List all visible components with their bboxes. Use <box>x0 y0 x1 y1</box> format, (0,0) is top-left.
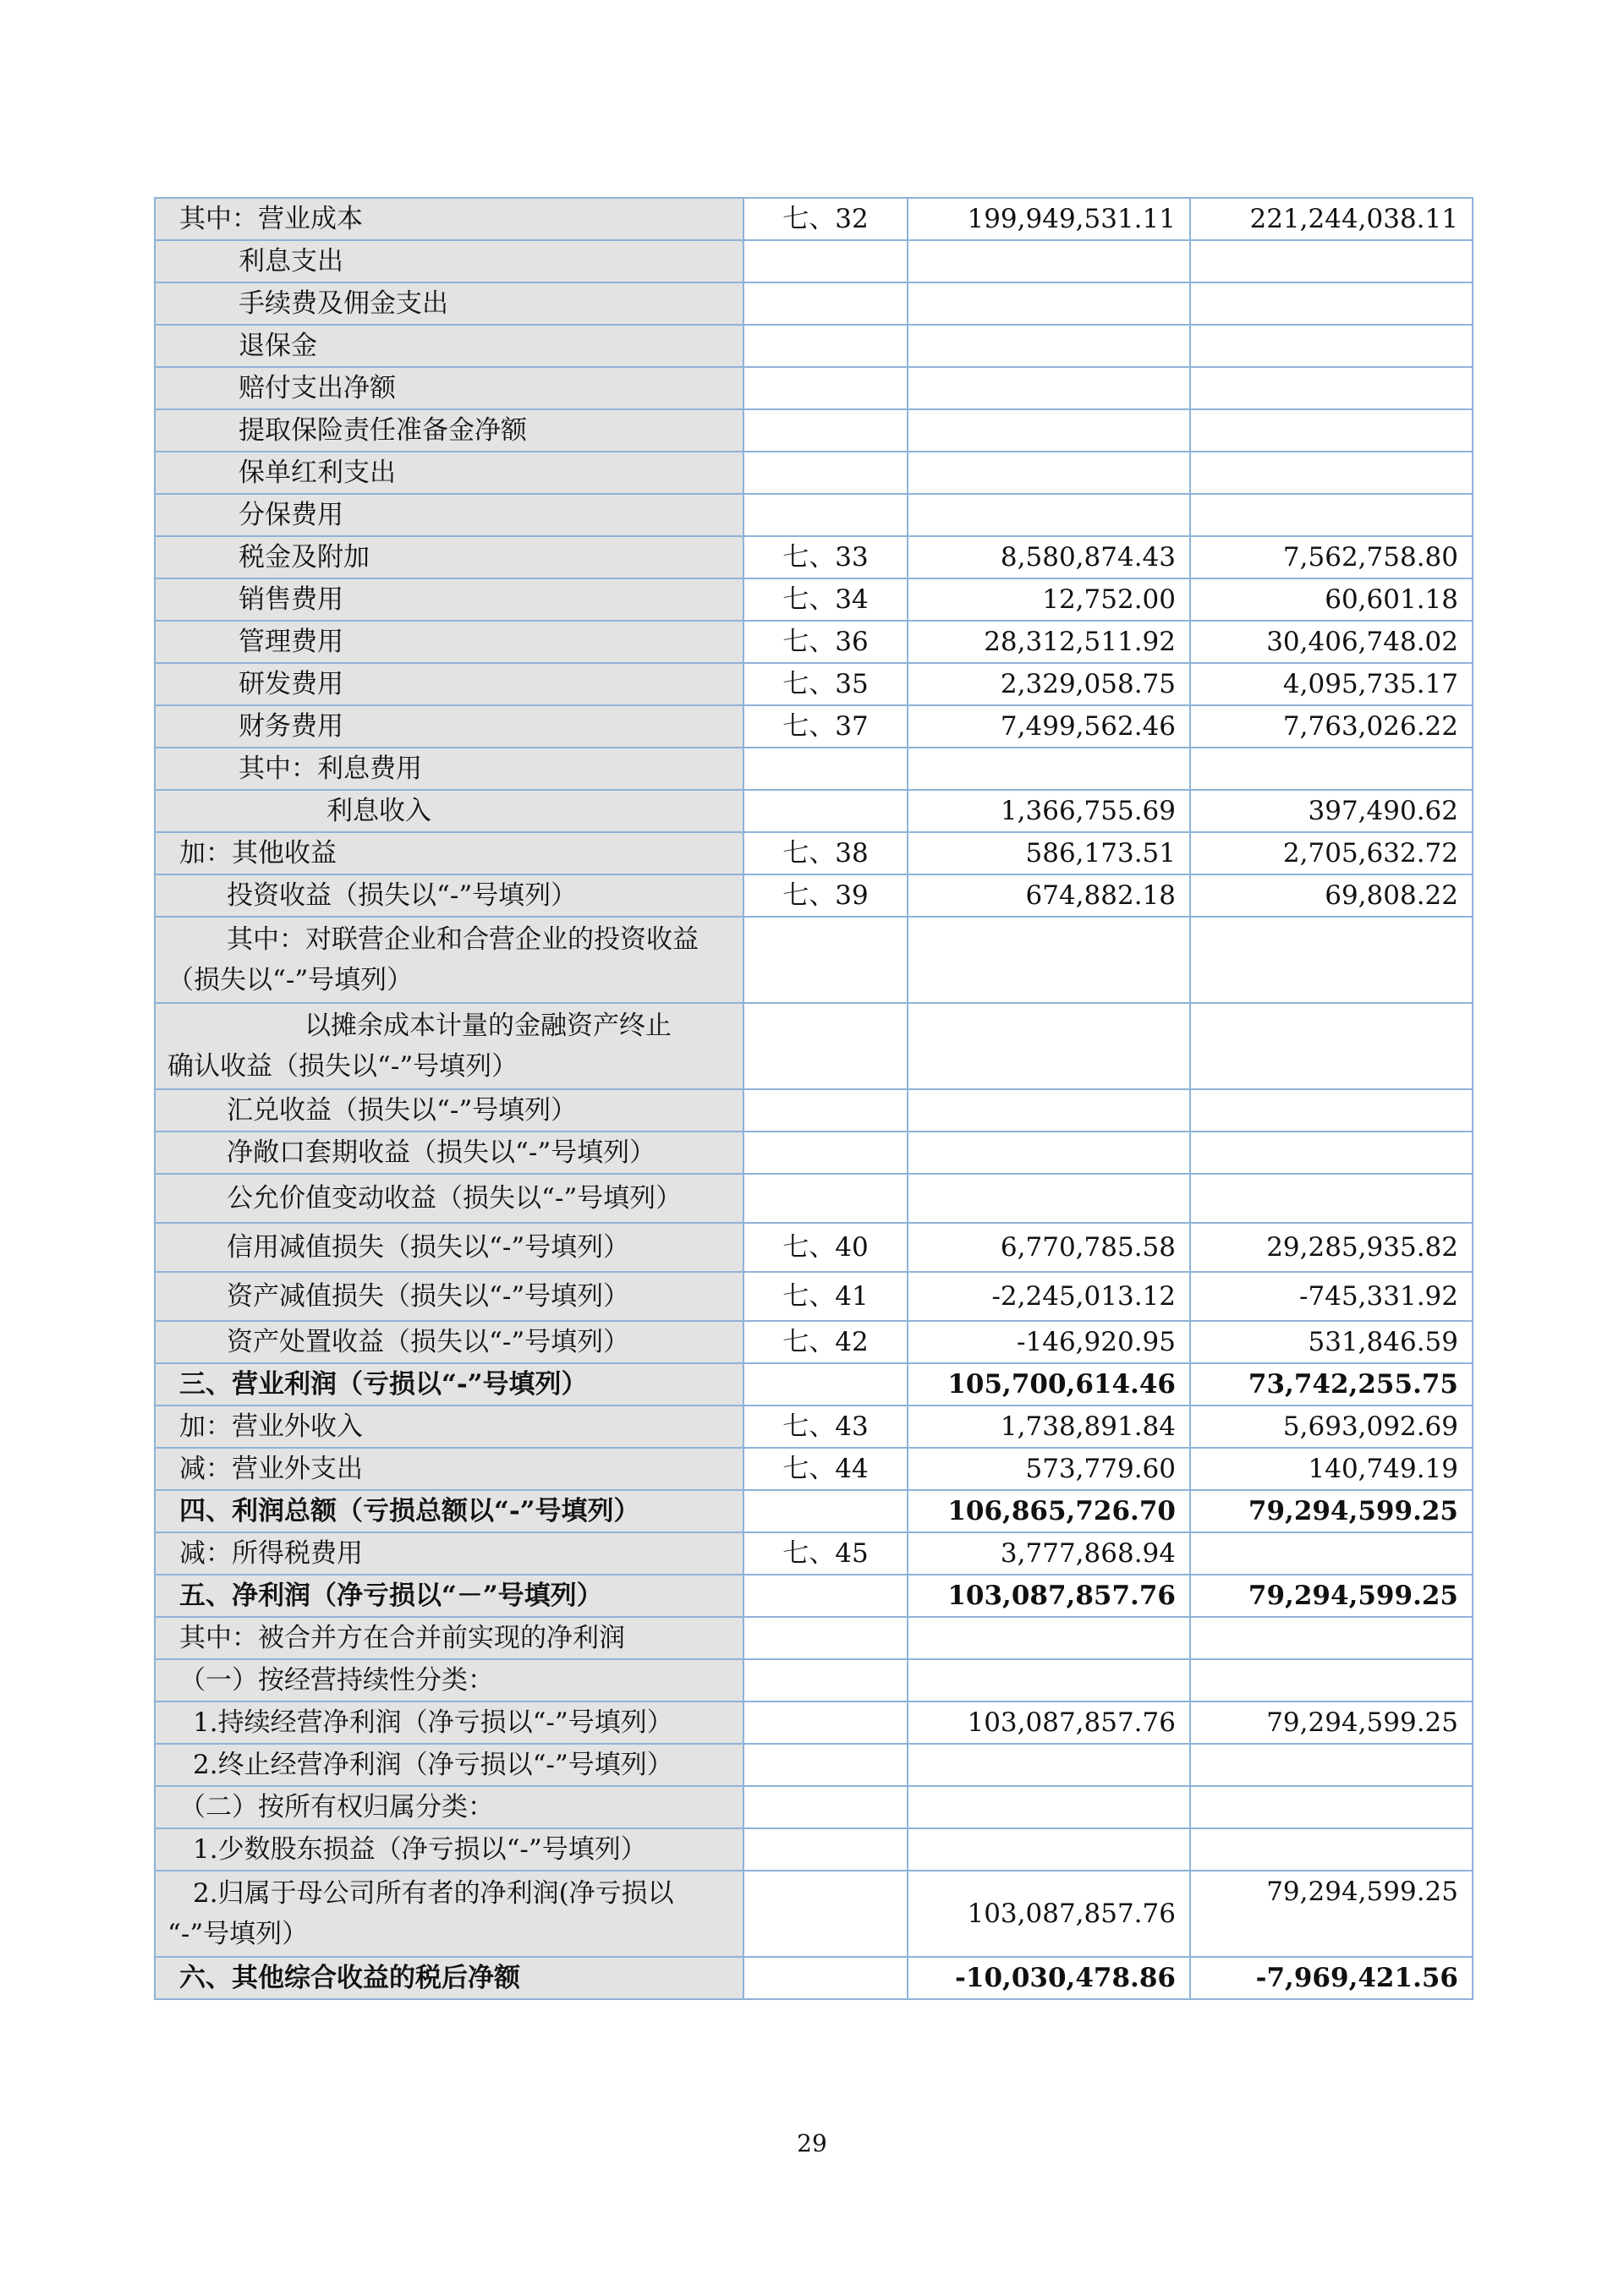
row-current-amount <box>908 1089 1190 1132</box>
row-current-amount <box>908 282 1190 325</box>
table-row <box>155 1174 1473 1223</box>
table-row <box>155 1786 1473 1828</box>
table-row <box>155 1448 1473 1490</box>
table-row <box>155 1957 1473 1999</box>
row-previous-amount: 79,294,599.25 <box>1190 1701 1473 1744</box>
row-current-amount <box>908 1003 1190 1089</box>
row-label: 利息支出 <box>155 240 743 282</box>
row-note <box>743 409 908 452</box>
row-previous-amount <box>1190 1003 1473 1089</box>
row-previous-amount: 79,294,599.25 <box>1190 1871 1473 1957</box>
row-label: 以摊余成本计量的金融资产终止 确认收益（损失以“-”号填列） <box>155 1003 743 1089</box>
row-current-amount <box>908 1132 1190 1174</box>
row-note <box>743 1575 908 1617</box>
row-note <box>743 1617 908 1659</box>
row-label: 财务费用 <box>155 705 743 748</box>
row-label: 加：其他收益 <box>155 832 743 874</box>
table-row <box>155 1828 1473 1871</box>
table-row <box>155 1406 1473 1448</box>
row-label: 资产处置收益（损失以“-”号填列） <box>155 1321 743 1363</box>
row-label: 六、其他综合收益的税后净额 <box>155 1957 743 1999</box>
row-previous-amount: -745,331.92 <box>1190 1272 1473 1321</box>
row-note: 七、42 <box>743 1321 908 1363</box>
row-label: 减：所得税费用 <box>155 1532 743 1575</box>
row-note <box>743 1132 908 1174</box>
row-label: 2.终止经营净利润（净亏损以“-”号填列） <box>155 1744 743 1786</box>
row-label: 净敞口套期收益（损失以“-”号填列） <box>155 1132 743 1174</box>
row-previous-amount: 73,742,255.75 <box>1190 1363 1473 1406</box>
row-previous-amount: 4,095,735.17 <box>1190 663 1473 705</box>
row-note <box>743 240 908 282</box>
row-current-amount: 103,087,857.76 <box>908 1575 1190 1617</box>
row-previous-amount: 5,693,092.69 <box>1190 1406 1473 1448</box>
table-row <box>155 1272 1473 1321</box>
row-note: 七、45 <box>743 1532 908 1575</box>
row-label: 销售费用 <box>155 578 743 621</box>
row-note: 七、44 <box>743 1448 908 1490</box>
row-label: 退保金 <box>155 325 743 367</box>
row-previous-amount <box>1190 240 1473 282</box>
row-current-amount <box>908 494 1190 536</box>
row-previous-amount: 7,763,026.22 <box>1190 705 1473 748</box>
table-row <box>155 1003 1473 1089</box>
row-note <box>743 1701 908 1744</box>
page-number: 29 <box>797 2129 827 2157</box>
row-label: 管理费用 <box>155 621 743 663</box>
table-row <box>155 621 1473 663</box>
table-row <box>155 874 1473 917</box>
row-note <box>743 1786 908 1828</box>
row-current-amount: 28,312,511.92 <box>908 621 1190 663</box>
table-row <box>155 1871 1473 1957</box>
row-label: 四、利润总额（亏损总额以“-”号填列） <box>155 1490 743 1532</box>
row-current-amount <box>908 917 1190 1003</box>
row-label: 信用减值损失（损失以“-”号填列） <box>155 1223 743 1272</box>
table-row <box>155 1223 1473 1272</box>
row-previous-amount <box>1190 1617 1473 1659</box>
table-row <box>155 1490 1473 1532</box>
row-previous-amount: 531,846.59 <box>1190 1321 1473 1363</box>
row-current-amount: 7,499,562.46 <box>908 705 1190 748</box>
row-previous-amount <box>1190 1089 1473 1132</box>
row-current-amount <box>908 409 1190 452</box>
row-current-amount: 2,329,058.75 <box>908 663 1190 705</box>
row-label: 研发费用 <box>155 663 743 705</box>
row-previous-amount: 29,285,935.82 <box>1190 1223 1473 1272</box>
row-note: 七、32 <box>743 198 908 240</box>
row-label: 其中：对联营企业和合营企业的投资收益 （损失以“-”号填列） <box>155 917 743 1003</box>
row-previous-amount: 79,294,599.25 <box>1190 1575 1473 1617</box>
row-current-amount <box>908 748 1190 790</box>
table-row <box>155 663 1473 705</box>
row-label: （一）按经营持续性分类： <box>155 1659 743 1701</box>
row-previous-amount: 30,406,748.02 <box>1190 621 1473 663</box>
row-note <box>743 325 908 367</box>
table-row <box>155 240 1473 282</box>
row-label: 赔付支出净额 <box>155 367 743 409</box>
row-note: 七、36 <box>743 621 908 663</box>
row-label: 手续费及佣金支出 <box>155 282 743 325</box>
row-note <box>743 1490 908 1532</box>
row-note <box>743 1089 908 1132</box>
row-previous-amount: 140,749.19 <box>1190 1448 1473 1490</box>
row-note <box>743 452 908 494</box>
table-row <box>155 1132 1473 1174</box>
row-previous-amount <box>1190 409 1473 452</box>
table-row <box>155 1659 1473 1701</box>
row-previous-amount <box>1190 1659 1473 1701</box>
row-note: 七、41 <box>743 1272 908 1321</box>
row-label: 三、营业利润（亏损以“-”号填列） <box>155 1363 743 1406</box>
row-label: 减：营业外支出 <box>155 1448 743 1490</box>
row-current-amount: -2,245,013.12 <box>908 1272 1190 1321</box>
row-label: 分保费用 <box>155 494 743 536</box>
table-row <box>155 1363 1473 1406</box>
table-row <box>155 198 1473 240</box>
table-row <box>155 1321 1473 1363</box>
row-note <box>743 1744 908 1786</box>
row-current-amount: 103,087,857.76 <box>908 1871 1190 1957</box>
row-note <box>743 1174 908 1223</box>
row-label: 其中：营业成本 <box>155 198 743 240</box>
row-previous-amount <box>1190 748 1473 790</box>
row-label: 1.少数股东损益（净亏损以“-”号填列） <box>155 1828 743 1871</box>
row-previous-amount <box>1190 1828 1473 1871</box>
row-label: 保单红利支出 <box>155 452 743 494</box>
row-current-amount: 199,949,531.11 <box>908 198 1190 240</box>
row-previous-amount <box>1190 282 1473 325</box>
table-row <box>155 282 1473 325</box>
row-previous-amount <box>1190 452 1473 494</box>
row-note: 七、37 <box>743 705 908 748</box>
table-row <box>155 578 1473 621</box>
row-current-amount <box>908 1659 1190 1701</box>
row-current-amount: 105,700,614.46 <box>908 1363 1190 1406</box>
row-current-amount <box>908 1174 1190 1223</box>
row-current-amount: -146,920.95 <box>908 1321 1190 1363</box>
row-previous-amount <box>1190 917 1473 1003</box>
row-label: 其中：利息费用 <box>155 748 743 790</box>
row-note <box>743 748 908 790</box>
row-note <box>743 367 908 409</box>
row-current-amount: 12,752.00 <box>908 578 1190 621</box>
table-row <box>155 325 1473 367</box>
row-note <box>743 917 908 1003</box>
table-row <box>155 1617 1473 1659</box>
table-row <box>155 748 1473 790</box>
row-label: 税金及附加 <box>155 536 743 578</box>
row-label: 资产减值损失（损失以“-”号填列） <box>155 1272 743 1321</box>
row-current-amount <box>908 1617 1190 1659</box>
row-current-amount <box>908 367 1190 409</box>
table-row <box>155 536 1473 578</box>
row-current-amount: 8,580,874.43 <box>908 536 1190 578</box>
row-label: 五、净利润（净亏损以“－”号填列） <box>155 1575 743 1617</box>
row-note <box>743 282 908 325</box>
row-note <box>743 1003 908 1089</box>
row-label: 2.归属于母公司所有者的净利润(净亏损以 “-”号填列） <box>155 1871 743 1957</box>
table-row <box>155 1532 1473 1575</box>
row-label: 公允价值变动收益（损失以“-”号填列） <box>155 1174 743 1223</box>
row-note: 七、35 <box>743 663 908 705</box>
row-note: 七、40 <box>743 1223 908 1272</box>
row-note: 七、34 <box>743 578 908 621</box>
row-note <box>743 494 908 536</box>
row-label: （二）按所有权归属分类： <box>155 1786 743 1828</box>
row-note <box>743 1363 908 1406</box>
row-previous-amount: 69,808.22 <box>1190 874 1473 917</box>
row-current-amount: 3,777,868.94 <box>908 1532 1190 1575</box>
row-previous-amount <box>1190 367 1473 409</box>
row-previous-amount: 79,294,599.25 <box>1190 1490 1473 1532</box>
table-row <box>155 1575 1473 1617</box>
row-previous-amount <box>1190 1132 1473 1174</box>
row-current-amount: 1,738,891.84 <box>908 1406 1190 1448</box>
row-label: 加：营业外收入 <box>155 1406 743 1448</box>
row-current-amount <box>908 452 1190 494</box>
row-note <box>743 1871 908 1957</box>
table-row <box>155 494 1473 536</box>
row-previous-amount <box>1190 325 1473 367</box>
table-row <box>155 790 1473 832</box>
row-previous-amount <box>1190 1174 1473 1223</box>
table-row <box>155 409 1473 452</box>
row-current-amount: 103,087,857.76 <box>908 1701 1190 1744</box>
row-current-amount: 106,865,726.70 <box>908 1490 1190 1532</box>
table-row <box>155 832 1473 874</box>
row-current-amount: 674,882.18 <box>908 874 1190 917</box>
row-label: 汇兑收益（损失以“-”号填列） <box>155 1089 743 1132</box>
row-note <box>743 1659 908 1701</box>
row-previous-amount: -7,969,421.56 <box>1190 1957 1473 1999</box>
row-note <box>743 790 908 832</box>
row-current-amount <box>908 325 1190 367</box>
row-current-amount <box>908 1786 1190 1828</box>
row-previous-amount <box>1190 494 1473 536</box>
row-note: 七、33 <box>743 536 908 578</box>
table-row <box>155 1089 1473 1132</box>
row-label: 其中：被合并方在合并前实现的净利润 <box>155 1617 743 1659</box>
row-label: 提取保险责任准备金净额 <box>155 409 743 452</box>
row-previous-amount <box>1190 1744 1473 1786</box>
table-row <box>155 452 1473 494</box>
row-note <box>743 1957 908 1999</box>
row-note: 七、39 <box>743 874 908 917</box>
row-current-amount: -10,030,478.86 <box>908 1957 1190 1999</box>
row-note: 七、43 <box>743 1406 908 1448</box>
row-current-amount: 1,366,755.69 <box>908 790 1190 832</box>
row-note <box>743 1828 908 1871</box>
row-label: 投资收益（损失以“-”号填列） <box>155 874 743 917</box>
row-label: 1.持续经营净利润（净亏损以“-”号填列） <box>155 1701 743 1744</box>
row-current-amount: 586,173.51 <box>908 832 1190 874</box>
table-row <box>155 1744 1473 1786</box>
table-row <box>155 917 1473 1003</box>
income-statement-table <box>154 197 1473 2000</box>
row-previous-amount: 60,601.18 <box>1190 578 1473 621</box>
table-row <box>155 705 1473 748</box>
row-label: 利息收入 <box>155 790 743 832</box>
table-row <box>155 367 1473 409</box>
row-note: 七、38 <box>743 832 908 874</box>
row-previous-amount: 7,562,758.80 <box>1190 536 1473 578</box>
row-previous-amount: 2,705,632.72 <box>1190 832 1473 874</box>
row-current-amount <box>908 1828 1190 1871</box>
row-current-amount: 573,779.60 <box>908 1448 1190 1490</box>
row-current-amount <box>908 240 1190 282</box>
row-previous-amount <box>1190 1532 1473 1575</box>
row-current-amount: 6,770,785.58 <box>908 1223 1190 1272</box>
row-previous-amount <box>1190 1786 1473 1828</box>
row-current-amount <box>908 1744 1190 1786</box>
row-previous-amount: 221,244,038.11 <box>1190 198 1473 240</box>
row-previous-amount: 397,490.62 <box>1190 790 1473 832</box>
table-row <box>155 1701 1473 1744</box>
